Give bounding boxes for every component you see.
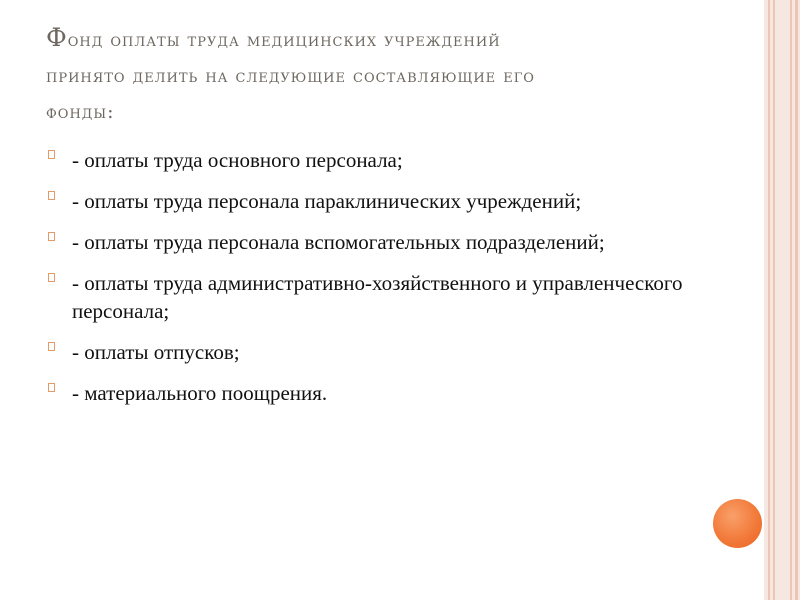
title-line-1-rest: онд оплаты труда медицинских учреждений [67,29,501,51]
list-item-text: - оплаты отпусков; [72,340,240,364]
list-item-text: - оплаты труда основного персонала; [72,148,403,172]
hollow-square-bullet-icon [48,273,55,282]
slide-title [46,20,736,130]
decorative-side-line [790,0,792,600]
list-item-text: - оплаты труда персонала параклинических учреждений; [72,189,582,213]
bullet-list [46,146,686,420]
list-item [46,269,686,325]
decorative-side-line [768,0,770,600]
decorative-side-line [773,0,775,600]
list-item-text: - оплаты труда персонала вспомогательных подразделений; [72,230,605,254]
list-item [46,379,686,407]
decorative-side-line [795,0,798,600]
title-line-1 [46,20,736,58]
list-item [46,187,686,215]
hollow-square-bullet-icon [48,191,55,200]
list-item [46,146,686,174]
list-item-text: - оплаты труда административно-хозяйственного и управленческого персонала; [72,271,683,323]
hollow-square-bullet-icon [48,383,55,392]
hollow-square-bullet-icon [48,342,55,351]
hollow-square-bullet-icon [48,150,55,159]
title-line-2: принято делить на следующие составляющие его [46,65,535,87]
list-item-text: - материального поощрения. [72,381,328,405]
title-line-3: фонды: [46,101,115,123]
list-item [46,228,686,256]
title-initial: Ф [46,23,68,52]
list-item [46,338,686,366]
orange-circle-decoration [713,499,762,548]
hollow-square-bullet-icon [48,232,55,241]
